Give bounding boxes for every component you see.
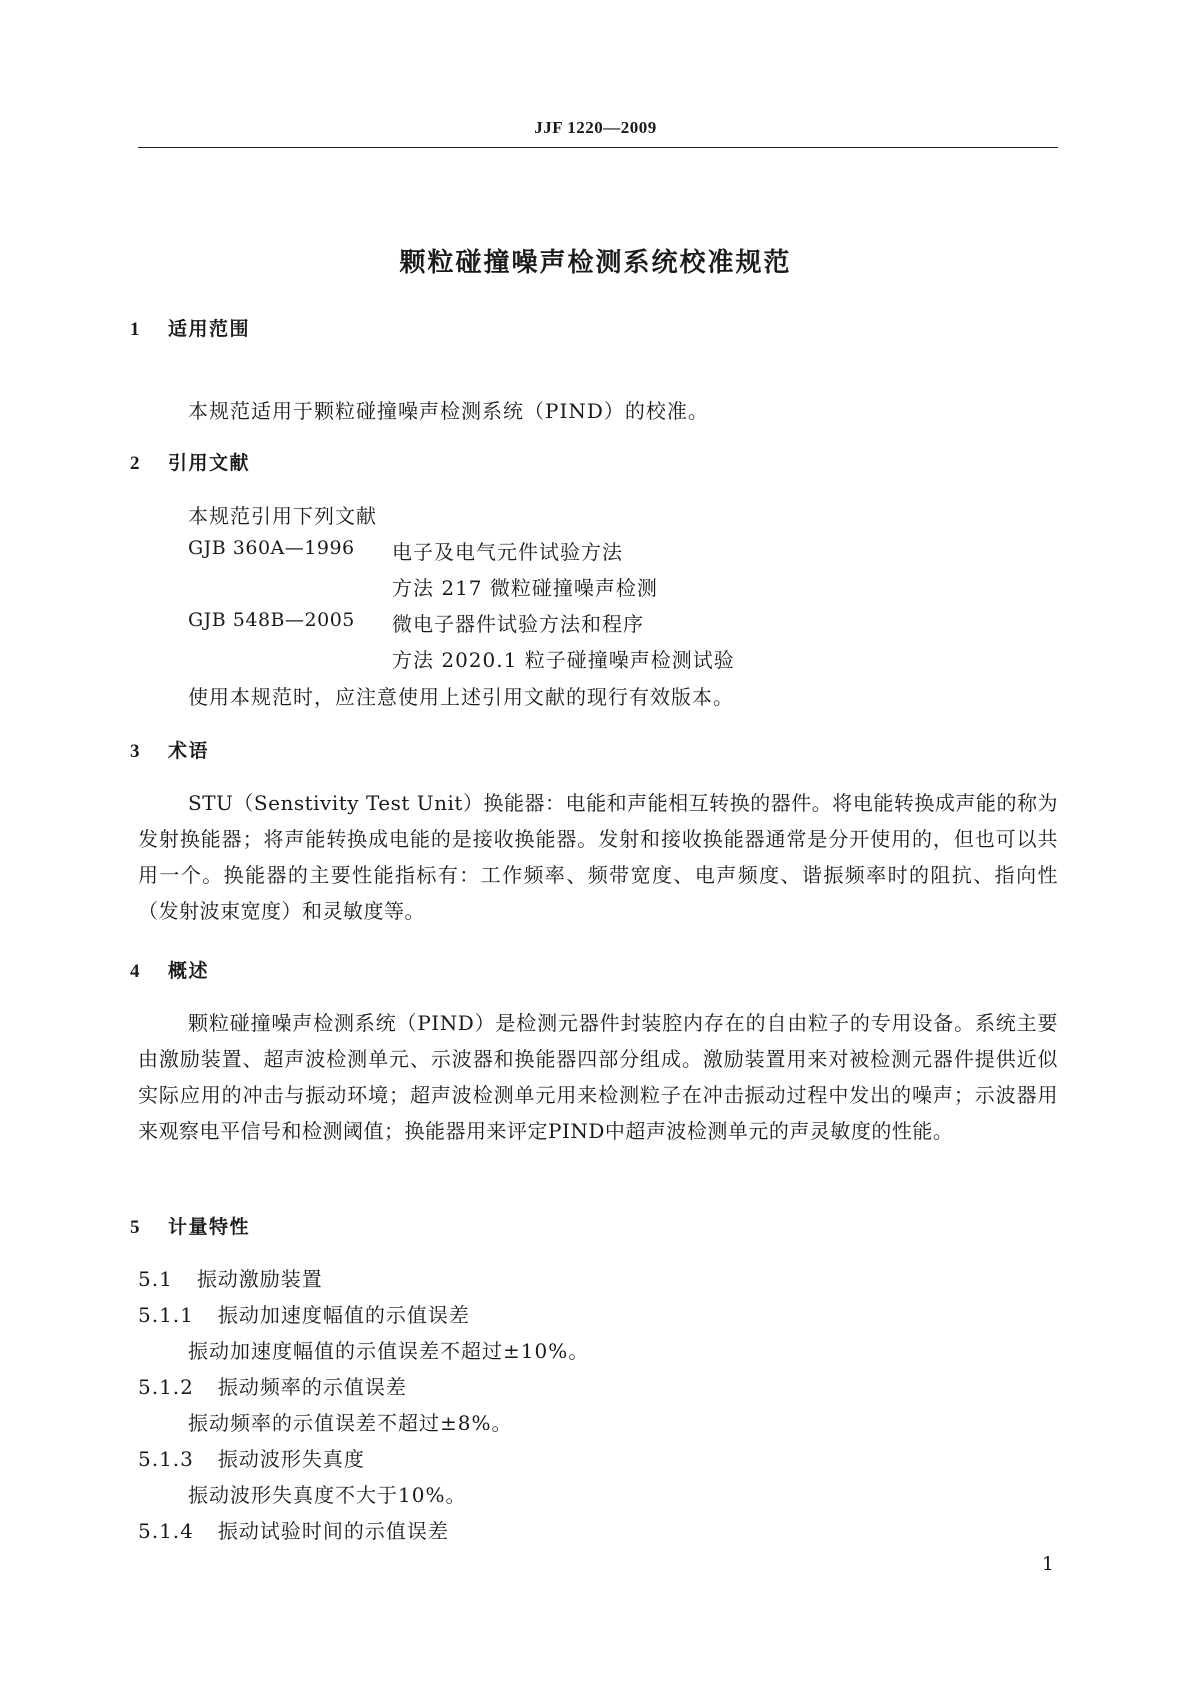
clause-title: 振动波形失真度 <box>217 1447 365 1471</box>
clause-number: 5.1.4 <box>138 1519 194 1543</box>
page-number: 1 <box>1041 1553 1054 1575</box>
subsection-number: 5.1 <box>138 1267 173 1291</box>
clause-text: 振动加速度幅值的示值误差不超过±10%。 <box>188 1339 590 1363</box>
section-3-title: 术语 <box>168 740 210 762</box>
section-3-number: 3 <box>130 741 141 762</box>
section-5-title: 计量特性 <box>168 1216 251 1238</box>
document-code-header: JJF 1220—2009 <box>534 118 657 137</box>
reference-code: GJB 360A—1996 <box>188 537 355 559</box>
reference-title: 微电子器件试验方法和程序 <box>392 612 644 636</box>
section-4-number: 4 <box>130 961 141 982</box>
section-4-heading <box>130 956 209 983</box>
section-2-intro: 本规范引用下列文献 <box>188 504 377 528</box>
section-5-heading <box>130 1212 250 1239</box>
section-1-number: 1 <box>130 319 141 340</box>
clause-text: 振动波形失真度不大于10%。 <box>188 1483 467 1507</box>
section-2-title: 引用文献 <box>168 452 251 474</box>
subsection-5-1 <box>138 1263 323 1292</box>
section-2-heading <box>130 448 250 475</box>
section-2-note: 使用本规范时，应注意使用上述引用文献的现行有效版本。 <box>188 685 734 709</box>
section-1-heading <box>130 314 250 341</box>
clause-title: 振动频率的示值误差 <box>217 1375 407 1399</box>
reference-code: GJB 548B—2005 <box>188 609 355 631</box>
section-2-number: 2 <box>130 453 141 474</box>
clause-text: 振动频率的示值误差不超过±8%。 <box>188 1411 513 1435</box>
clause-5-1-2 <box>138 1371 407 1400</box>
clause-number: 5.1.2 <box>138 1375 194 1399</box>
clause-5-1-4 <box>138 1515 449 1544</box>
reference-method: 方法 217 微粒碰撞噪声检测 <box>392 576 658 600</box>
section-1-title: 适用范围 <box>168 318 251 340</box>
reference-title: 电子及电气元件试验方法 <box>392 540 623 564</box>
reference-method: 方法 2020.1 粒子碰撞噪声检测试验 <box>392 648 735 672</box>
section-5-number: 5 <box>130 1217 141 1238</box>
clause-number: 5.1.3 <box>138 1447 194 1471</box>
clause-title: 振动加速度幅值的示值误差 <box>217 1303 470 1327</box>
clause-5-1-3 <box>138 1443 365 1472</box>
document-title: 颗粒碰撞噪声检测系统校准规范 <box>399 248 792 278</box>
clause-5-1-1 <box>138 1299 470 1328</box>
section-1-text: 本规范适用于颗粒碰撞噪声检测系统（PIND）的校准。 <box>188 399 709 423</box>
subsection-title: 振动激励装置 <box>196 1267 323 1291</box>
section-3-paragraph: STU（Senstivity Test Unit）换能器：电能和声能相互转换的器件。将电能转换成声能的称为发射换能器；将声能转换成电能的是接收换能器。发射和接收换能器通常是分开使用的，但也可以共用一个。换能器的主要性能指标有：工作频率、频带宽度、电声频度、谐振频率时的阻抗、指向性（发射波束宽度）和灵敏度等。 <box>138 791 1058 923</box>
section-3-heading <box>130 736 209 763</box>
clause-number: 5.1.1 <box>138 1303 194 1327</box>
section-4-paragraph: 颗粒碰撞噪声检测系统（PIND）是检测元器件封装腔内存在的自由粒子的专用设备。系统主要由激励装置、超声波检测单元、示波器和换能器四部分组成。激励装置用来对被检测元器件提供近似实际应用的冲击与振动环境；超声波检测单元用来检测粒子在冲击振动过程中发出的噪声；示波器用来观察电平信号和检测阈值；换能器用来评定PIND中超声波检测单元的声灵敏度的性能。 <box>138 1011 1058 1143</box>
clause-title: 振动试验时间的示值误差 <box>217 1519 449 1543</box>
header-rule <box>138 147 1058 148</box>
section-4-title: 概述 <box>168 960 210 982</box>
